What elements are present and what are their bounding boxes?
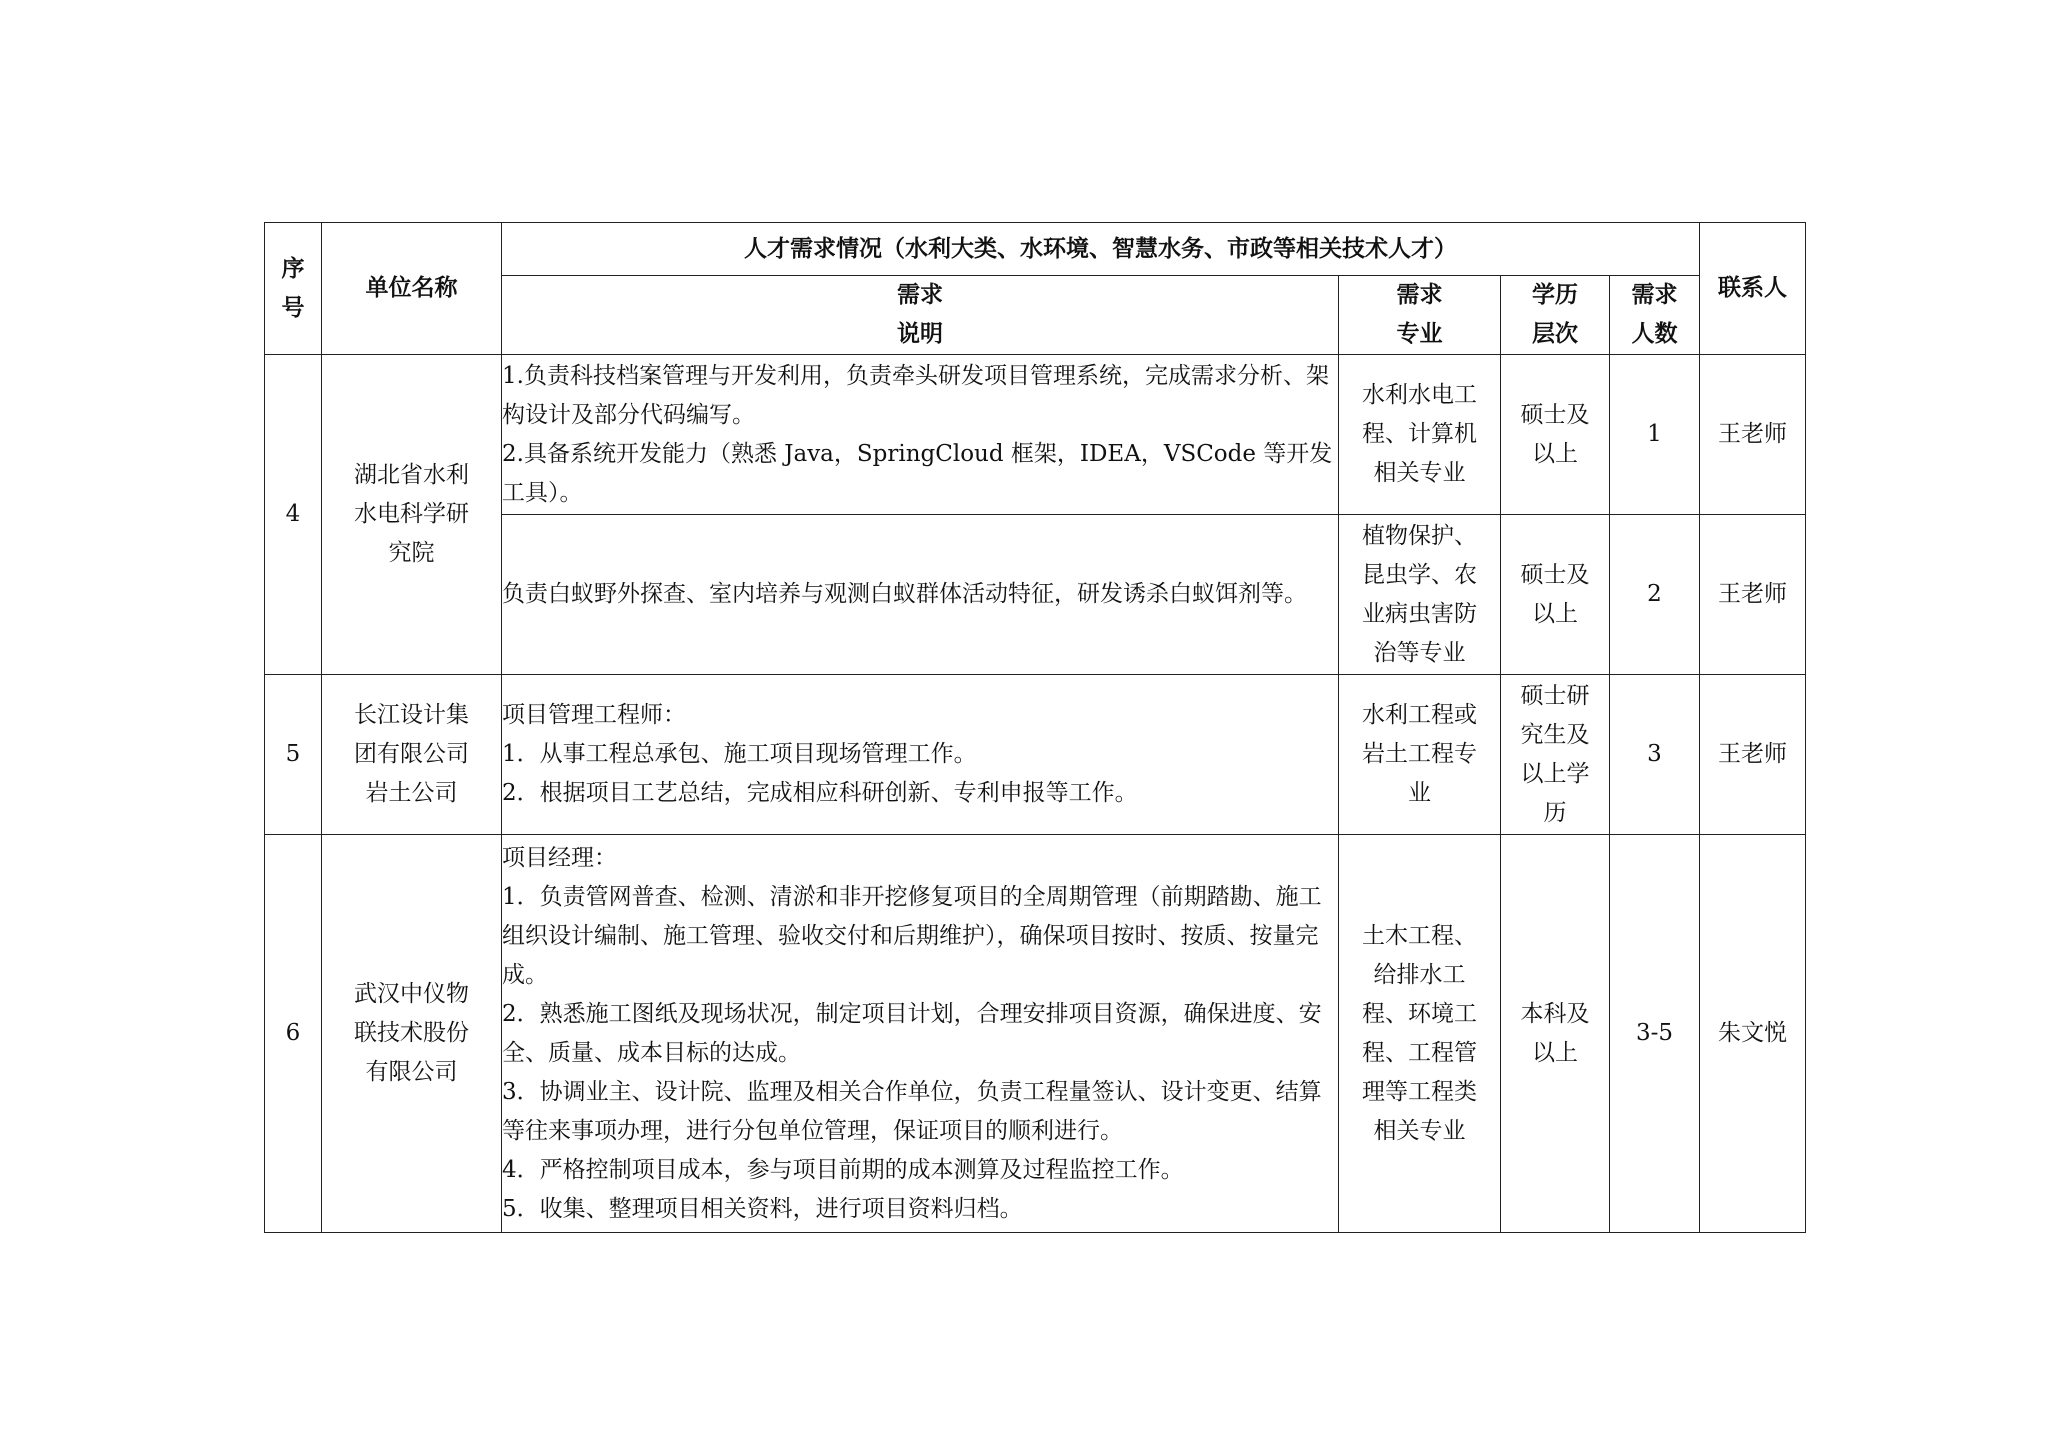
header-desc: 需求 说明 (502, 276, 1339, 355)
description-line: 负责白蚁野外探查、室内培养与观测白蚁群体活动特征，研发诱杀白蚁饵剂等。 (502, 581, 1307, 607)
description-line: 1.负责科技档案管理与开发利用，负责牵头研发项目管理系统，完成需求分析、架构设计及部分代码编写。 (502, 362, 1329, 428)
description-line: 项目管理工程师： (502, 702, 686, 728)
row-seq: 4 (265, 355, 322, 675)
row-education: 硕士研 究生及 以上学 历 (1501, 675, 1610, 835)
description-line: 1．负责管网普查、检测、清淤和非开挖修复项目的全周期管理（前期踏勘、施工组织设计编制、施工管理、验收交付和后期维护），确保项目按时、按质、按量完成。 (502, 883, 1322, 988)
talent-demand-sheet (264, 222, 1805, 1233)
row-description (502, 835, 1339, 1233)
row-education: 本科及 以上 (1501, 835, 1610, 1233)
header-row-top (265, 223, 1806, 276)
description-line: 5．收集、整理项目相关资料，进行项目资料归档。 (502, 1195, 1023, 1222)
row-count: 3-5 (1610, 835, 1700, 1233)
row-count: 3 (1610, 675, 1700, 835)
row-unit-name: 武汉中仪物 联技术股份 有限公司 (322, 835, 502, 1233)
row-description (502, 515, 1339, 675)
row-major: 水利工程或 岩土工程专 业 (1339, 675, 1501, 835)
header-count: 需求 人数 (1610, 276, 1700, 355)
row-unit-name: 长江设计集 团有限公司 岩土公司 (322, 675, 502, 835)
description-line: 2．熟悉施工图纸及现场状况，制定项目计划，合理安排项目资源，确保进度、安全、质量、成本目标的达成。 (502, 1000, 1322, 1066)
row-description (502, 675, 1339, 835)
description-line: 2.具备系统开发能力（熟悉 Java，SpringCloud 框架，IDEA，VSCode 等开发工具）。 (502, 440, 1333, 506)
row-contact: 王老师 (1700, 675, 1806, 835)
row-major: 植物保护、 昆虫学、农 业病虫害防 治等专业 (1339, 515, 1501, 675)
description-line: 1．从事工程总承包、施工项目现场管理工作。 (502, 741, 977, 767)
row-education: 硕士及 以上 (1501, 355, 1610, 515)
table-row (265, 355, 1806, 515)
description-line: 项目经理： (502, 844, 617, 871)
header-unit: 单位名称 (322, 223, 502, 355)
row-contact: 王老师 (1700, 515, 1806, 675)
row-major: 水利水电工 程、计算机 相关专业 (1339, 355, 1501, 515)
row-contact: 朱文悦 (1700, 835, 1806, 1233)
header-contact: 联系人 (1700, 223, 1806, 355)
row-count: 2 (1610, 515, 1700, 675)
description-line: 3．协调业主、设计院、监理及相关合作单位，负责工程量签认、设计变更、结算等往来事项办理，进行分包单位管理，保证项目的顺利进行。 (502, 1078, 1322, 1144)
row-unit-name: 湖北省水利 水电科学研 究院 (322, 355, 502, 675)
table-row (265, 835, 1806, 1233)
talent-demand-table (264, 222, 1806, 1233)
header-edu: 学历 层次 (1501, 276, 1610, 355)
row-description (502, 355, 1339, 515)
header-seq: 序 号 (265, 223, 322, 355)
description-line: 4．严格控制项目成本，参与项目前期的成本测算及过程监控工作。 (502, 1156, 1184, 1183)
header-major: 需求 专业 (1339, 276, 1501, 355)
row-count: 1 (1610, 355, 1700, 515)
table-body (265, 355, 1806, 1233)
description-line: 2．根据项目工艺总结，完成相应科研创新、专利申报等工作。 (502, 780, 1138, 806)
row-major: 土木工程、 给排水工 程、环境工 程、工程管 理等工程类 相关专业 (1339, 835, 1501, 1233)
row-seq: 6 (265, 835, 322, 1233)
row-education: 硕士及 以上 (1501, 515, 1610, 675)
table-row (265, 675, 1806, 835)
row-seq: 5 (265, 675, 322, 835)
header-group-title: 人才需求情况（水利大类、水环境、智慧水务、市政等相关技术人才） (502, 223, 1700, 276)
row-contact: 王老师 (1700, 355, 1806, 515)
